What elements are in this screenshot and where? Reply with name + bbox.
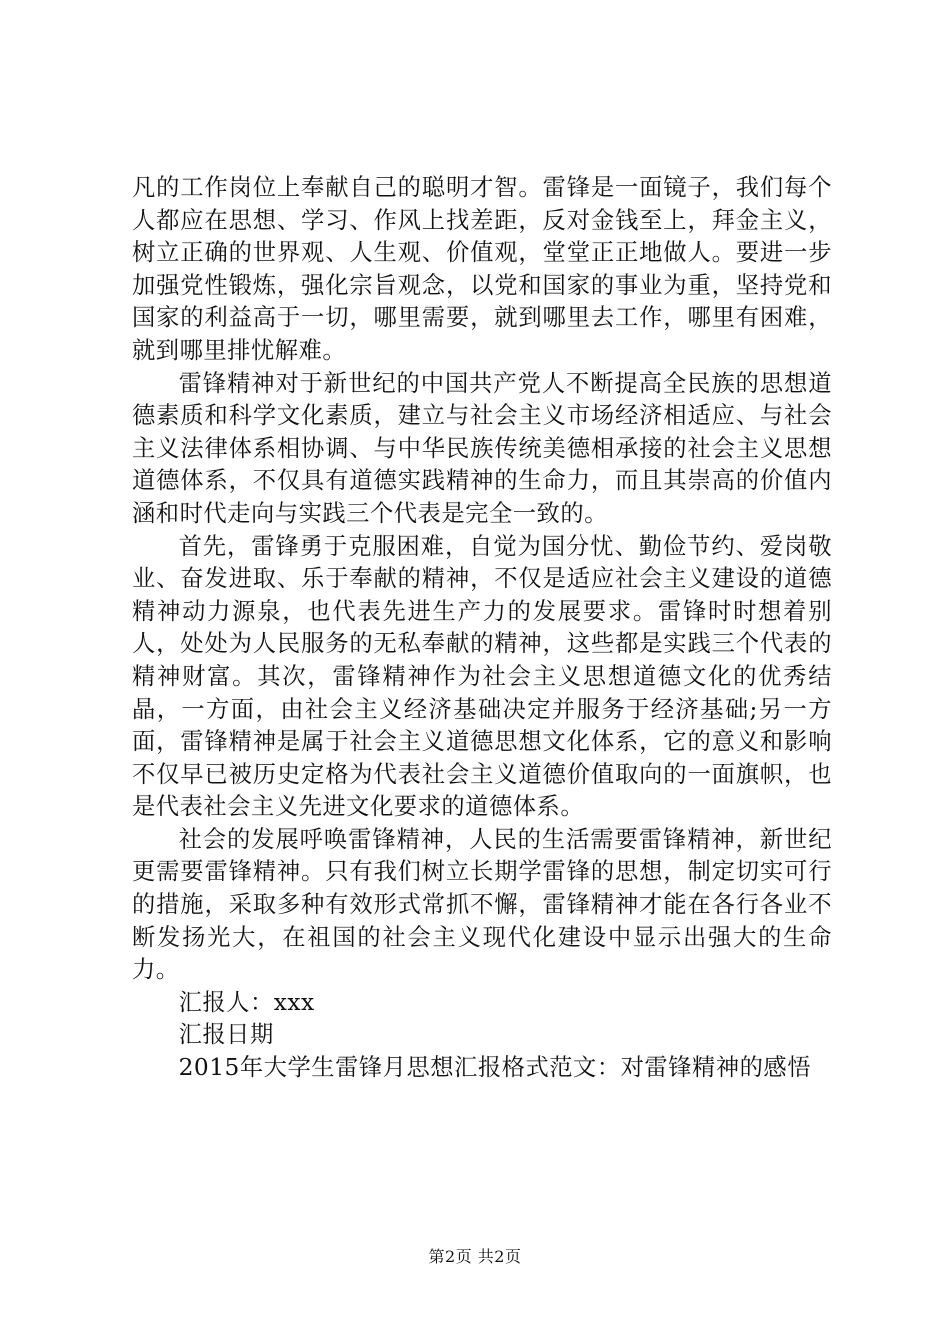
page-footer xyxy=(0,1244,950,1267)
paragraph-continuation: 凡的工作岗位上奉献自己的聪明才智。雷锋是一面镜子，我们每个人都应在思想、学习、作风上找差距，反对金钱至上，拜金主义，树立正确的世界观、人生观、价值观，堂堂正正地做人。要进一步加强党性锻炼，强化宗旨观念，以党和国家的事业为重，坚持党和国家的利益高于一切，哪里需要，就到哪里去工作，哪里有困难，就到哪里排忧解难。 xyxy=(132,174,832,364)
next-article-title: 2015年大学生雷锋月思想汇报格式范文：对雷锋精神的感悟 xyxy=(178,1054,812,1082)
page-number-label: 第2页 共2页 xyxy=(428,1247,522,1266)
document-body xyxy=(132,172,832,1085)
paragraph-lei-feng-spirit: 雷锋精神对于新世纪的中国共产党人不断提高全民族的思想道德素质和科学文化素质，建立与社会主义市场经济相适应、与社会主义法律体系相协调、与中华民族传统美德相承接的社会主义思想道德体系，不仅具有道德实践精神的生命力，而且其崇高的价值内涵和时代走向与实践三个代表是完全一致的。 xyxy=(132,369,832,527)
paragraph-society-development: 社会的发展呼唤雷锋精神，人民的生活需要雷锋精神，新世纪更需要雷锋精神。只有我们树立长期学雷锋的思想，制定切实可行的措施，采取多种有效形式常抓不懈，雷锋精神才能在各行各业不断发扬光大，在祖国的社会主义现代化建设中显示出强大的生命力。 xyxy=(132,825,832,984)
reporter-line: 汇报人：xxx xyxy=(178,988,315,1016)
report-date-line: 汇报日期 xyxy=(178,1021,274,1049)
paragraph-first-second: 首先，雷锋勇于克服困难，自觉为国分忧、勤俭节约、爱岗敬业、奋发进取、乐于奉献的精神，不仅是适应社会主义建设的道德精神动力源泉，也代表先进生产力的发展要求。雷锋时时想着别人，处处为人民服务的无私奉献的精神，这些都是实践三个代表的精神财富。其次，雷锋精神作为社会主义思想道德文化的优秀结晶，一方面，由社会主义经济基础决定并服务于经济基础;另一方面，雷锋精神是属于社会主义道德思想文化体系，它的意义和影响不仅早已被历史定格为代表社会主义道德价值取向的一面旗帜，也是代表社会主义先进文化要求的道德体系。 xyxy=(132,532,832,821)
